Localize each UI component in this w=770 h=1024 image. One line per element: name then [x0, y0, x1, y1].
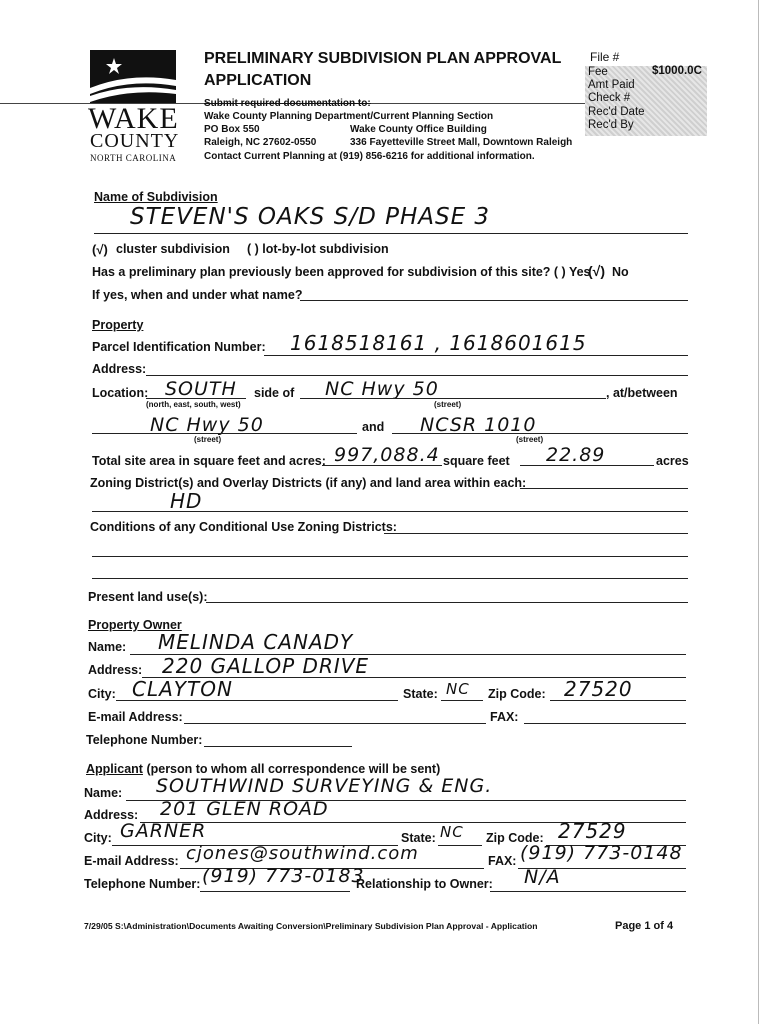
location-side-value[interactable]: SOUTH	[165, 378, 237, 400]
form-title-line2: APPLICATION	[204, 72, 312, 89]
relationship-label: Relationship to Owner:	[356, 877, 493, 891]
location-side-sublabel: (north, east, south, west)	[146, 400, 241, 409]
previous-approval-question: Has a preliminary plan previously been approved for subdivision of this site? ( ) Yes	[92, 265, 591, 279]
submit-to-text: Submit required documentation to:	[204, 98, 371, 109]
wake-county-logo	[88, 50, 178, 168]
zoning-line-2	[92, 511, 688, 512]
if-yes-line	[300, 300, 688, 301]
conditions-line-2	[92, 556, 688, 557]
location-label: Location:	[92, 386, 149, 400]
cluster-check[interactable]: (√)	[92, 242, 108, 257]
owner-name-label: Name:	[88, 640, 127, 654]
no-label: No	[612, 265, 629, 279]
site-area-acres-line	[520, 465, 654, 466]
owner-state-line	[441, 700, 483, 701]
owner-heading: Property Owner	[88, 618, 182, 632]
applicant-name-value[interactable]: SOUTHWIND SURVEYING & ENG.	[156, 775, 493, 797]
office-use-amt-paid-label: Amt Paid	[588, 79, 635, 91]
location-street3-sublabel: (street)	[516, 435, 544, 444]
location-street2-value[interactable]: NC Hwy 50	[150, 414, 264, 436]
side-of-label: side of	[254, 386, 295, 400]
applicant-email-label: E-mail Address:	[84, 854, 179, 868]
pin-value[interactable]: 1618518161 , 1618601615	[290, 331, 587, 355]
owner-city-label: City:	[88, 687, 116, 701]
location-street3-value[interactable]: NCSR 1010	[420, 414, 537, 436]
zoning-line-1	[520, 488, 688, 489]
subdivision-name-line	[94, 233, 688, 234]
office-use-file-label: File #	[590, 50, 620, 64]
logo-flag-icon	[90, 50, 176, 104]
if-yes-label: If yes, when and under what name?	[92, 288, 303, 302]
applicant-city-value[interactable]: GARNER	[120, 820, 207, 842]
acres-label: acres	[656, 454, 689, 468]
applicant-heading: Applicant	[86, 762, 143, 776]
cluster-subdivision-label: cluster subdivision	[116, 242, 230, 256]
po-box-text: PO Box 550	[204, 124, 260, 135]
conditions-line-1	[384, 533, 688, 534]
applicant-address-value[interactable]: 201 GLEN ROAD	[160, 798, 329, 820]
street-address-text: 336 Fayetteville Street Mall, Downtown Raleigh	[350, 137, 573, 148]
form-title-line1: PRELIMINARY SUBDIVISION PLAN APPROVAL	[204, 50, 562, 67]
site-area-sqft-line	[322, 465, 442, 466]
owner-state-value[interactable]: NC	[446, 680, 470, 698]
footer-page: Page 1 of 4	[615, 920, 674, 932]
owner-email-line	[184, 723, 486, 724]
city-zip-text: Raleigh, NC 27602-0550	[204, 137, 317, 148]
owner-zip-label: Zip Code:	[488, 687, 546, 701]
applicant-city-label: City:	[84, 831, 112, 845]
owner-city-line	[116, 700, 398, 701]
office-use-check-label: Check #	[588, 92, 631, 104]
zoning-value[interactable]: HD	[170, 489, 203, 513]
office-use-recd-by-label: Rec'd By	[588, 119, 634, 131]
office-use-fee-amount: $1000.0C	[652, 65, 702, 77]
owner-address-label: Address:	[88, 663, 143, 677]
contact-text: Contact Current Planning at (919) 856-6216 for additional information.	[204, 151, 535, 162]
applicant-phone-value[interactable]: (919) 773-0183	[202, 865, 365, 887]
owner-address-value[interactable]: 220 GALLOP DRIVE	[162, 654, 370, 678]
location-street1-line	[300, 398, 606, 399]
applicant-state-line	[438, 845, 482, 846]
pin-line	[264, 355, 688, 356]
applicant-fax-label: FAX:	[488, 854, 517, 868]
location-street3-line	[392, 433, 688, 434]
logo-county-text: COUNTY	[90, 130, 180, 152]
applicant-phone-line	[200, 891, 350, 892]
office-building-text: Wake County Office Building	[350, 124, 487, 135]
location-street1-value[interactable]: NC Hwy 50	[325, 378, 439, 400]
site-area-sqft-value[interactable]: 997,088.4	[334, 444, 440, 466]
applicant-name-label: Name:	[84, 786, 123, 800]
owner-fax-label: FAX:	[490, 710, 519, 724]
applicant-heading-row	[86, 762, 440, 776]
land-use-line	[206, 602, 688, 603]
department-text: Wake County Planning Department/Current Planning Section	[204, 111, 494, 122]
owner-phone-line	[204, 746, 352, 747]
location-street1-sublabel: (street)	[434, 400, 462, 409]
owner-zip-line	[550, 700, 686, 701]
applicant-address-label: Address:	[84, 808, 139, 822]
location-street2-sublabel: (street)	[194, 435, 222, 444]
square-feet-label: square feet	[443, 454, 510, 468]
logo-wake-text: WAKE	[88, 102, 179, 135]
applicant-phone-label: Telephone Number:	[84, 877, 201, 891]
applicant-state-label: State:	[401, 831, 436, 845]
applicant-heading-note: (person to whom all correspondence will be sent)	[146, 762, 441, 776]
subdivision-heading: Name of Subdivision	[94, 190, 218, 204]
applicant-email-value[interactable]: cjones@southwind.com	[186, 843, 419, 864]
property-heading: Property	[92, 318, 144, 332]
at-between-label: , at/between	[606, 386, 678, 400]
owner-zip-value[interactable]: 27520	[564, 677, 633, 701]
site-area-acres-value[interactable]: 22.89	[546, 444, 606, 466]
applicant-zip-value[interactable]: 27529	[558, 819, 627, 843]
applicant-zip-label: Zip Code:	[486, 831, 544, 845]
address-label: Address:	[92, 362, 147, 376]
office-use-fee-label: Fee	[588, 66, 608, 78]
scan-right-edge	[758, 0, 759, 1024]
owner-fax-line	[524, 723, 686, 724]
logo-state-text: NORTH CAROLINA	[90, 153, 177, 163]
pin-label: Parcel Identification Number:	[92, 340, 266, 354]
address-line	[146, 375, 688, 376]
zoning-label: Zoning District(s) and Overlay Districts (if any) and land area within each:	[90, 476, 527, 490]
conditions-label: Conditions of any Conditional Use Zoning Districts:	[90, 520, 397, 534]
location-street2-line	[92, 433, 357, 434]
owner-state-label: State:	[403, 687, 438, 701]
owner-name-value[interactable]: MELINDA CANADY	[158, 630, 354, 654]
applicant-fax-value[interactable]: (919) 773-0148	[520, 842, 683, 864]
no-check[interactable]: (√)	[588, 263, 606, 279]
conditions-line-3	[92, 578, 688, 579]
owner-city-value[interactable]: CLAYTON	[132, 677, 233, 701]
owner-phone-label: Telephone Number:	[86, 733, 203, 747]
land-use-label: Present land use(s):	[88, 590, 208, 604]
office-use-recd-date-label: Rec'd Date	[588, 106, 645, 118]
subdivision-name-value[interactable]: STEVEN'S OAKS S/D PHASE 3	[130, 204, 491, 230]
footer-path: 7/29/05 S:\Administration\Documents Awaiting Conversion\Preliminary Subdivision Plan Approval - Application	[84, 921, 538, 931]
applicant-state-value[interactable]: NC	[440, 823, 464, 841]
owner-email-label: E-mail Address:	[88, 710, 183, 724]
and-label: and	[362, 420, 385, 434]
relationship-line	[490, 891, 686, 892]
lot-by-lot-label: ( ) lot-by-lot subdivision	[247, 242, 389, 256]
relationship-value[interactable]: N/A	[524, 866, 561, 888]
site-area-label: Total site area in square feet and acres:	[92, 454, 326, 468]
location-side-line	[146, 398, 246, 399]
